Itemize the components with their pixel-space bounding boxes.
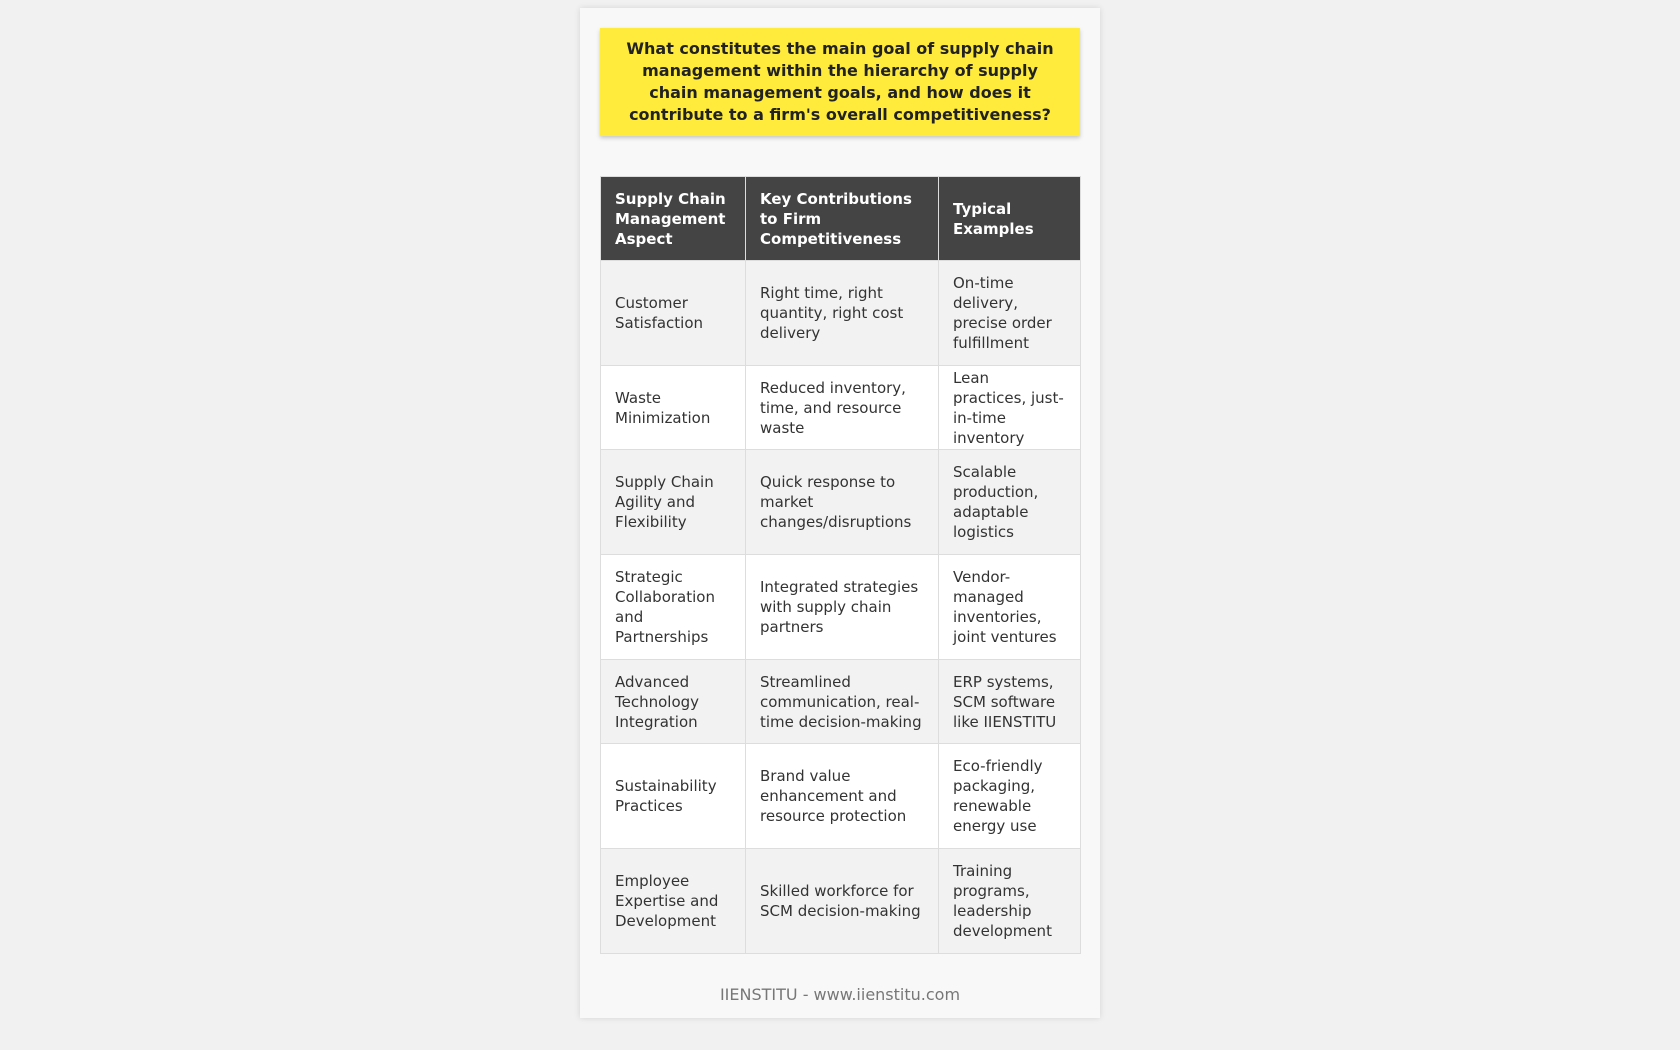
- table-row: [601, 849, 1081, 954]
- table-row: [601, 555, 1081, 660]
- header-examples: Typical Examples: [939, 177, 1081, 261]
- example-cell: ERP systems, SCM software like IIENSTITU: [939, 660, 1081, 744]
- table-header-row: [601, 177, 1081, 261]
- example-cell: Lean practices, just-in-time inventory: [939, 366, 1081, 450]
- footer-credit: IIENSTITU - www.iienstitu.com: [719, 985, 961, 1004]
- table-row: [601, 366, 1081, 450]
- contribution-cell: Right time, right quantity, right cost delivery: [746, 261, 939, 366]
- aspect-cell: Advanced Technology Integration: [601, 660, 746, 744]
- header-aspect: Supply Chain Management Aspect: [601, 177, 746, 261]
- table-row: [601, 744, 1081, 849]
- scm-table: [600, 176, 1081, 954]
- table-row: [601, 450, 1081, 555]
- contribution-cell: Brand value enhancement and resource protection: [746, 744, 939, 849]
- contribution-cell: Integrated strategies with supply chain partners: [746, 555, 939, 660]
- aspect-cell: Supply Chain Agility and Flexibility: [601, 450, 746, 555]
- example-cell: Vendor-managed inventories, joint ventures: [939, 555, 1081, 660]
- contribution-cell: Quick response to market changes/disruptions: [746, 450, 939, 555]
- contribution-cell: Streamlined communication, real-time decision-making: [746, 660, 939, 744]
- example-cell: Scalable production, adaptable logistics: [939, 450, 1081, 555]
- aspect-cell: Employee Expertise and Development: [601, 849, 746, 954]
- question-text: What constitutes the main goal of supply chain management within the hierarchy of supply chain management goals, and how does it contribute to a firm's overall competitiveness?: [626, 39, 1054, 124]
- aspect-cell: Sustainability Practices: [601, 744, 746, 849]
- contribution-cell: Reduced inventory, time, and resource waste: [746, 366, 939, 450]
- question-box: [600, 28, 1080, 136]
- header-contributions: Key Contributions to Firm Competitiveness: [746, 177, 939, 261]
- example-cell: On-time delivery, precise order fulfillment: [939, 261, 1081, 366]
- table-row: [601, 660, 1081, 744]
- table-row: [601, 261, 1081, 366]
- example-cell: Training programs, leadership development: [939, 849, 1081, 954]
- aspect-cell: Customer Satisfaction: [601, 261, 746, 366]
- aspect-cell: Waste Minimization: [601, 366, 746, 450]
- example-cell: Eco-friendly packaging, renewable energy use: [939, 744, 1081, 849]
- content-card: [580, 8, 1100, 1018]
- aspect-cell: Strategic Collaboration and Partnerships: [601, 555, 746, 660]
- contribution-cell: Skilled workforce for SCM decision-making: [746, 849, 939, 954]
